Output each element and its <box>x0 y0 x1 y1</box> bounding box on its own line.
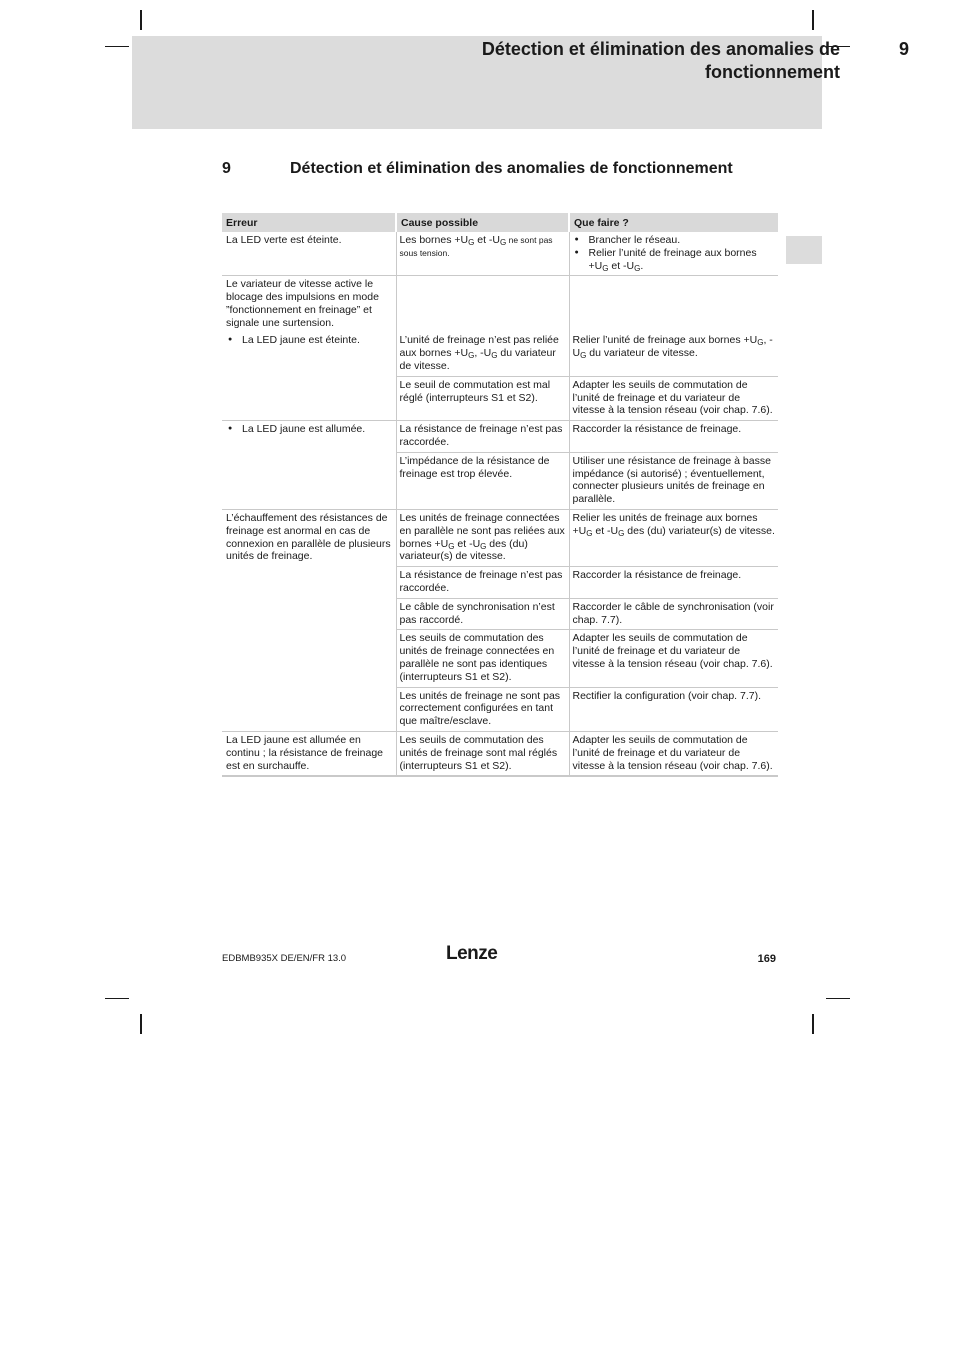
column-header-erreur: Erreur <box>222 213 396 232</box>
cell-action <box>569 598 778 630</box>
table-row <box>222 731 778 776</box>
header-chapter-number: 9 <box>898 39 909 59</box>
cause-text: L’impédance de la résistance de freinage est trop élevée. <box>399 454 550 480</box>
cell-erreur <box>222 567 396 599</box>
cell-cause <box>396 731 569 776</box>
column-header-cause: Cause possible <box>396 213 569 232</box>
erreur-text: La LED jaune est allumée en continu ; la résistance de freinage est en surchauffe. <box>226 733 384 772</box>
cell-action <box>569 509 778 566</box>
table-row <box>222 598 778 630</box>
erreur-text: L’échauffement des résistances de freinage est anormal en cas de connexion en parallèle de plusieurs unités de freinage. <box>226 511 391 563</box>
action-text: du variateur de vitesse. <box>586 347 698 360</box>
cause-text: La résistance de freinage n’est pas raccordée. <box>399 569 563 594</box>
cell-action <box>569 731 778 776</box>
cell-cause <box>396 598 569 630</box>
cell-action <box>569 376 778 420</box>
cause-text: Les seuils de commutation des unités de freinage sont mal réglés (interrupteurs S1 et S2). <box>399 733 558 772</box>
chapter-side-tab <box>786 236 822 264</box>
section-number: 9 <box>222 160 231 177</box>
crop-mark <box>105 998 129 999</box>
table-row <box>222 630 778 687</box>
cell-action <box>569 452 778 509</box>
action-text: Adapter les seuils de commutation de l’unité de freinage et du variateur de vitesse à la tension réseau (voir chap. 7.6). <box>572 733 773 772</box>
cell-cause <box>396 452 569 509</box>
table-row <box>222 567 778 599</box>
table-row <box>222 509 778 566</box>
action-text: Relier les unités de freinage aux bornes +U <box>572 511 758 537</box>
table-row <box>222 452 778 509</box>
action-text: Raccorder la résistance de freinage. <box>572 569 742 582</box>
erreur-sub-text: La LED jaune est éteinte. <box>242 333 360 346</box>
cell-cause <box>396 630 569 687</box>
cell-erreur <box>222 232 396 276</box>
action-text: Relier l’unité de freinage aux bornes +U <box>572 334 758 347</box>
bullet-item <box>226 334 393 347</box>
section-title: Détection et élimination des anomalies de fonctionnement <box>290 160 733 177</box>
table-row <box>222 276 778 376</box>
cause-text: du variateur de vitesse. <box>399 347 556 372</box>
subscript: G <box>618 528 625 538</box>
action-text: et -U <box>592 524 619 537</box>
bullet-item <box>573 247 776 273</box>
action-text: Adapter les seuils de commutation de l’unité de freinage et du variateur de vitesse à la tension réseau (voir chap. 7.6). <box>572 378 773 417</box>
subscript: G <box>468 351 475 361</box>
subscript: G <box>634 263 641 273</box>
action-text: Relier l’unité de freinage aux bornes +U <box>588 246 757 272</box>
subscript: G <box>500 238 507 247</box>
subscript: G <box>586 528 593 538</box>
cause-text: La résistance de freinage n’est pas raccordée. <box>399 423 563 448</box>
action-text: et -U <box>608 259 635 272</box>
cell-cause <box>396 376 569 420</box>
cell-cause <box>396 687 569 731</box>
cell-cause <box>396 421 569 453</box>
subscript: G <box>448 541 455 551</box>
lenze-logo: Lenze <box>446 943 498 964</box>
cell-cause <box>396 509 569 566</box>
subscript: G <box>757 338 764 348</box>
cell-erreur <box>222 452 396 509</box>
cause-text: Les bornes +U <box>399 234 469 246</box>
footer-doc-id: EDBMB935X DE/EN/FR 13.0 <box>222 953 347 964</box>
bullet-item <box>573 234 776 247</box>
crop-mark <box>812 10 814 30</box>
cause-text: Le seuil de commutation est mal réglé (interrupteurs S1 et S2). <box>399 378 551 404</box>
cell-erreur <box>222 687 396 731</box>
table-row <box>222 376 778 420</box>
action-text: Rectifier la configuration (voir chap. 7.7). <box>572 689 762 702</box>
crop-mark <box>812 1014 814 1034</box>
action-text: . <box>640 259 644 272</box>
cell-action <box>569 567 778 599</box>
cell-erreur <box>222 421 396 453</box>
header-title-line2: fonctionnement <box>705 62 840 82</box>
troubleshooting-table <box>222 213 778 777</box>
subscript: G <box>580 351 587 361</box>
cause-text: et -U <box>474 234 500 246</box>
action-text: des (du) variateur(s) de vitesse. <box>624 524 775 537</box>
subscript: G <box>468 238 475 247</box>
action-text: Utiliser une résistance de freinage à basse impédance (si autorisé) ; éventuellement, connecter plusieurs unités de freinage en parallèle. <box>572 454 771 506</box>
cell-action <box>569 687 778 731</box>
crop-mark <box>826 998 850 999</box>
cell-cause <box>396 232 569 276</box>
action-text: Brancher le réseau. <box>588 234 681 246</box>
page-number: 169 <box>757 953 776 965</box>
table-row <box>222 421 778 453</box>
action-text: , -U <box>572 334 773 360</box>
cell-action <box>569 421 778 453</box>
table-row <box>222 232 778 276</box>
action-text: Adapter les seuils de commutation de l’unité de freinage et du variateur de vitesse à la tension réseau (voir chap. 7.6). <box>572 632 773 670</box>
cause-text: , -U <box>474 347 492 360</box>
cell-erreur <box>222 509 396 566</box>
cell-erreur <box>222 276 396 376</box>
cell-erreur <box>222 630 396 687</box>
cause-text: Les unités de freinage connectées en parallèle ne sont pas reliées aux bornes +U <box>399 511 565 550</box>
erreur-text: Le variateur de vitesse active le blocage des impulsions en mode ”fonctionnement en freinage” et signale une surtension. <box>226 278 379 329</box>
cause-text: et -U <box>454 537 481 550</box>
cell-erreur <box>222 731 396 776</box>
cause-text: L’unité de freinage n’est pas reliée aux bornes +U <box>399 334 559 360</box>
cell-erreur <box>222 598 396 630</box>
cause-text: Les seuils de commutation des unités de freinage connectées en parallèle ne sont pas identiques (interrupteurs S1 et S2). <box>399 632 555 683</box>
crop-mark <box>105 46 129 47</box>
cause-text: ne sont pas sous tension. <box>399 235 553 258</box>
cell-cause <box>396 567 569 599</box>
header-title <box>400 38 840 84</box>
cell-action <box>569 276 778 376</box>
action-text: Raccorder la résistance de freinage. <box>572 423 742 436</box>
action-text: Raccorder le câble de synchronisation (voir chap. 7.7). <box>572 600 774 626</box>
cell-erreur <box>222 376 396 420</box>
cause-text: Le câble de synchronisation n’est pas raccordé. <box>399 600 555 626</box>
column-header-action: Que faire ? <box>569 213 778 232</box>
bullet-item <box>226 423 393 436</box>
subscript: G <box>480 541 487 551</box>
header-title-line1: Détection et élimination des anomalies de <box>481 39 840 59</box>
cell-cause <box>396 276 569 376</box>
table-header-row <box>222 213 778 232</box>
crop-mark <box>140 1014 142 1034</box>
cell-action <box>569 630 778 687</box>
cause-text: Les unités de freinage ne sont pas correctement configurées en tant que maître/esclave. <box>399 689 561 728</box>
subscript: G <box>491 351 498 361</box>
subscript: G <box>602 263 609 273</box>
crop-mark <box>140 10 142 30</box>
erreur-text: La LED verte est éteinte. <box>226 234 342 246</box>
table-row <box>222 687 778 731</box>
cell-action <box>569 232 778 276</box>
cause-text: des (du) variateur(s) de vitesse. <box>399 537 528 563</box>
erreur-text: La LED jaune est allumée. <box>242 423 366 436</box>
